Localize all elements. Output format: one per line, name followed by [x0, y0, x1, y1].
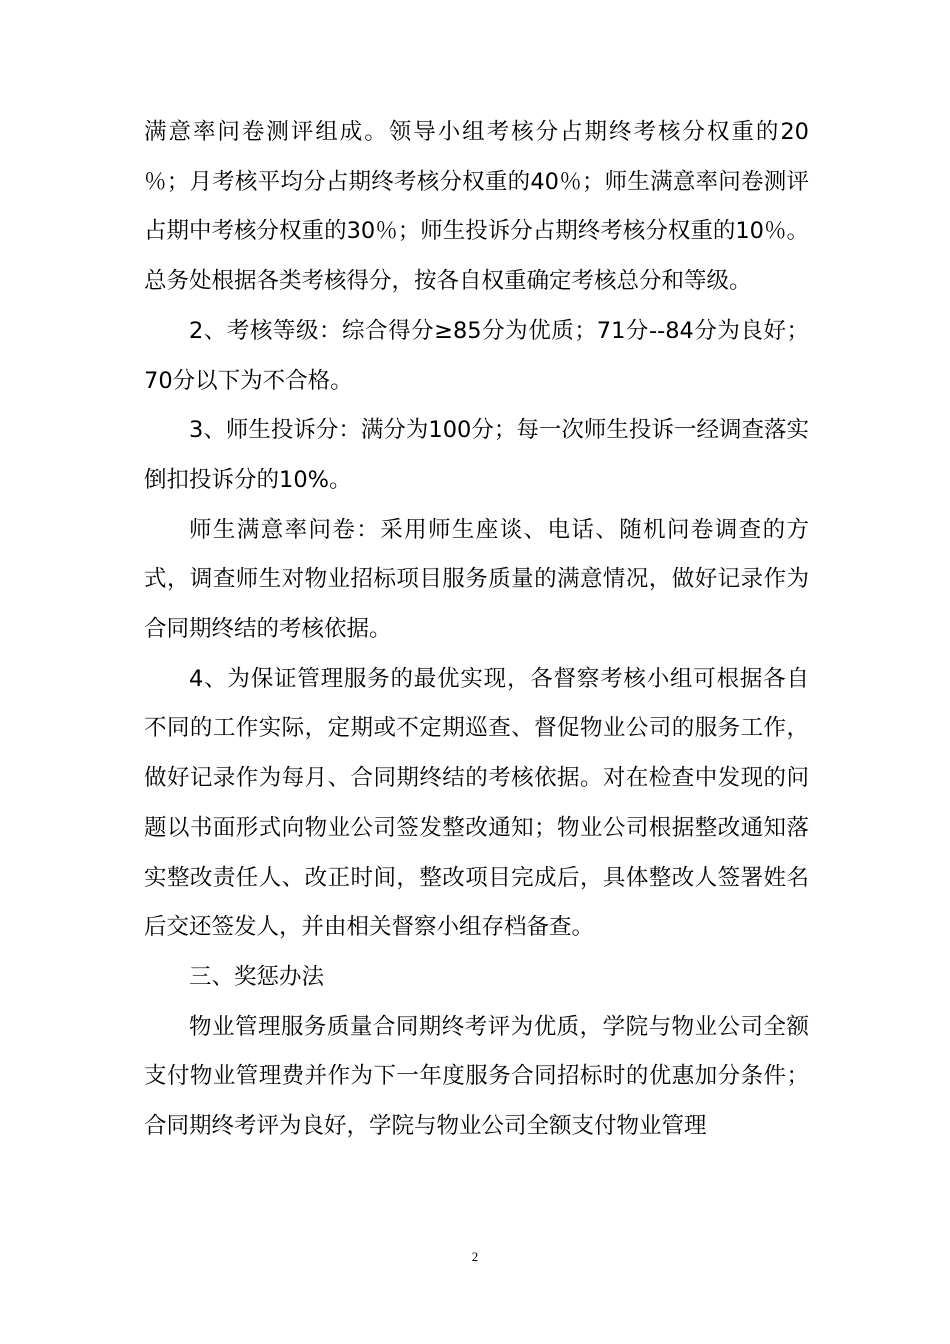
- paragraph-weights-continued: 满意率问卷测评组成。领导小组考核分占期终考核分权重的20 ％；月考核平均分占期终考核分权重的40％；师生满意率问卷测评占期中考核分权重的30％；师生投诉分占期终考核分权重的10％。总务处根据各类考核得分，按各自权重确定考核总分和等级。: [144, 119, 809, 295]
- paragraph-assessment-grades: 2、考核等级：综合得分≥85分为优质；71分--84分为良好； 70分以下为不合格。: [144, 317, 809, 394]
- section-heading-rewards-penalties: 三、奖惩办法: [189, 963, 325, 990]
- paragraph-satisfaction-survey: 师生满意率问卷：采用师生座谈、电话、随机问卷调查的方式，调查师生对物业招标项目服务质量的满意情况，做好记录作为合同期终结的考核依据。: [144, 516, 809, 643]
- body-text: [144, 108, 809, 1152]
- paragraph-rewards: 物业管理服务质量合同期终考评为优质，学院与物业公司全额支付物业管理费并作为下一年度服务合同招标时的优惠加分条件；合同期终考评为良好，学院与物业公司全额支付物业管理: [144, 1013, 809, 1140]
- paragraph-complaint-score: 3、师生投诉分：满分为100分；每一次师生投诉一经调查落实倒扣投诉分的10%。: [144, 417, 809, 493]
- page-number: 2: [471, 1249, 479, 1264]
- paragraph-inspection: 4、为保证管理服务的最优实现，各督察考核小组可根据各自不同的工作实际，定期或不定期巡查、督促物业公司的服务工作，做好记录作为每月、合同期终结的考核依据。对在检查中发现的问题以书面形式向物业公司签发整改通知；物业公司根据整改通知落实整改责任人、改正时间，整改项目完成后，具体整改人签署姓名后交还签发人，并由相关督察小组存档备查。: [144, 665, 809, 941]
